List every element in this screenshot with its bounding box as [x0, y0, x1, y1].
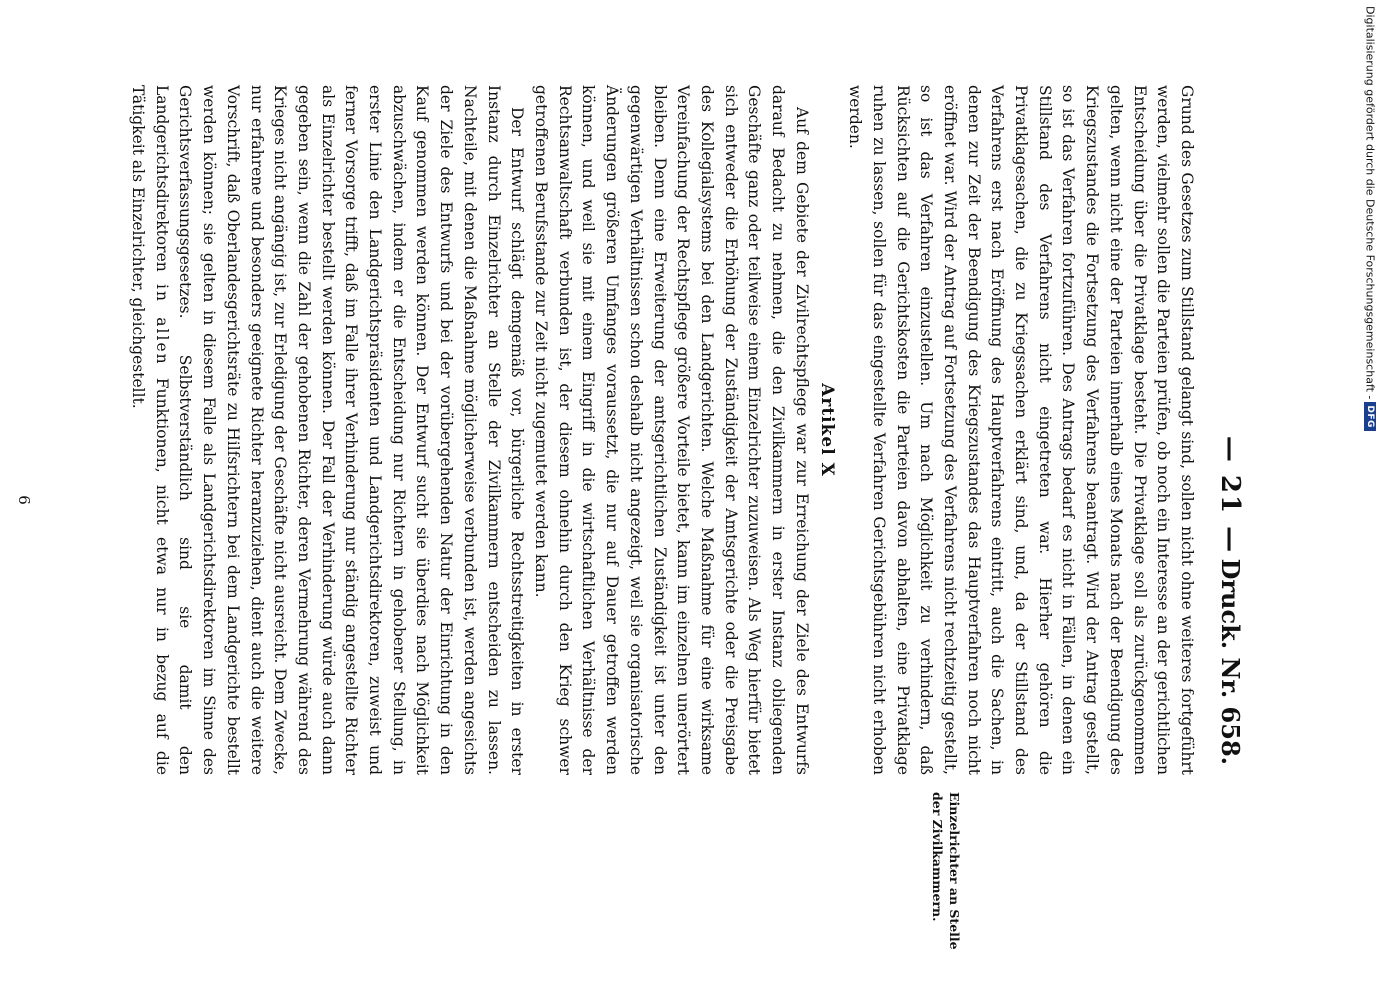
paragraph: Grund des Gesetzes zum Stillstand gelangt sind, sollen nicht ohne weiteres fortgeführt werden, vielmehr sollen die Parteien prüfen, ob noch ein Interesse an der gerichtlichen Entscheidung über die Privatklage besteht. Die Privatklage soll als zurückgenommen gelten, wenn nicht eine der Parteien innerhalb eines Monats nach der Beendigung des Kriegszustandes die Fortsetzung des Verfahrens beantragt. Wird der Antrag gestellt, so ist das Verfahren fortzuführen. Des Antrags bedarf es nicht in Fällen, in denen ein Stillstand des Verfahrens nicht eingetreten war. Hierher gehören die Privatklagesachen, die zu Kriegssachen erklärt sind, und, da der Stillstand des Verfahrens erst nach Eröffnung des Hauptverfahrens eintritt, auch die Sachen, in denen zur Zeit der Beendigung des Kriegszustandes das Hauptverfahren noch nicht eröffnet war. Wird der Antrag auf Fortsetzung des Verfahrens nicht rechtzeitig gestellt, so ist das Verfahren einzustellen. Um nach Möglichkeit zu verhindern, daß Rücksichten auf die Gerichtskosten die Parteien davon abhalten, eine Privatklage ruhen zu lassen, sollen für das eingestellte Verfahren Gerichtsgebühren nicht erhoben werden.	[846, 85, 1196, 775]
body-text	[125, 85, 1198, 775]
digitization-credit	[1357, 6, 1377, 431]
dfg-logo: DFG	[1364, 402, 1376, 431]
page-number: — 21 —	[1215, 435, 1245, 555]
paragraph-text: Funktionen, nicht etwa nur in bezug auf die Tätigkeit als Einzelrichter, gleichgestellt.	[129, 85, 171, 775]
margin-note: Einzelrichter an Stelle der Zivilkammern.	[930, 792, 962, 950]
credit-text: Digitalisierung gefördert durch die Deutsche Forschungsgemeinschaft -	[1363, 6, 1377, 400]
paragraph: Auf dem Gebiete der Zivilrechtspflege war zur Erreichung der Ziele des Entwurfs darauf Bedacht zu nehmen, die den Zivilkammern in erster Instanz obliegenden Geschäfte ganz oder teilweise einem Einzelrichter zuzuweisen. Als Weg hierfür bietet sich entweder die Erhöhung der Zuständigkeit der Amtsgerichte oder die Preisgabe des Kollegialsystems bei den Landgerichten. Welche Maßnahme für eine wirksame Vereinfachung der Rechtspflege größere Vorteile bietet, kann im einzelnen unerörtert bleiben. Denn eine Erweiterung der amtsgerichtlichen Zuständigkeit ist unter den gegenwärtigen Verhältnissen schon deshalb nicht angezeigt, weil sie organisatorische Änderungen größeren Umfanges voraussetzt, die nur auf Dauer getroffen werden können, und weil sie mit einem Eingriff in die wirtschaftlichen Verhältnisse der Rechtsanwaltschaft verbunden ist, der diesem ohnehin durch den Krieg schwer getroffenen Berufsstande zur Zeit nicht zugemutet werden kann.	[532, 85, 811, 775]
article-heading: Artikel X	[817, 383, 838, 477]
paragraph	[125, 85, 528, 775]
druck-number: Druck. Nr. 658.	[1216, 558, 1245, 765]
spaced-emphasis: in allen	[152, 284, 171, 366]
sheet-number: 6	[15, 495, 33, 505]
paragraph-text: Der Entwurf schlägt demgemäß vor, bürgerliche Rechtsstreitigkeiten in erster Instanz durch Einzelrichter an Stelle der Zivilkammern entscheiden zu lassen. Nachteile, mit denen die Maßnahme möglicherweise verbunden ist, werden angesichts der Ziele des Entwurfs und bei der vorübergehenden Natur der Einrichtung in den Kauf genommen werden können. Der Entwurf sucht sie überdies nach Möglichkeit abzuschwächen, indem er die Entscheidung nur Richtern in gehobener Stellung, in erster Linie den Landgerichtspräsidenten und Landgerichtsdirektoren, zuweist und ferner Vorsorge trifft, daß im Falle ihrer Verhinderung nur ständig angestellte Richter als Einzelrichter bestellt werden können. Der Fall der Verhinderung würde auch dann gegeben sein, wenn die Zahl der gehobenen Richter, deren Vermehrung während des Krieges nicht angängig ist, zur Erledigung der Geschäfte nicht ausreicht. Dem Zwecke, nur erfahrene und besonders geeignete Richter heranzuziehen, dient auch die weitere Vorschrift, daß Oberlandesgerichtsräte zu Hilfsrichtern bei dem Landgerichte bestellt werden können; sie gelten in diesem Falle als Landgerichtsdirektoren im Sinne des Gerichtsverfassungsgesetzes. Selbstverständlich sind sie damit den Landgerichtsdirektoren	[152, 85, 527, 775]
page-header	[1205, 0, 1245, 1000]
